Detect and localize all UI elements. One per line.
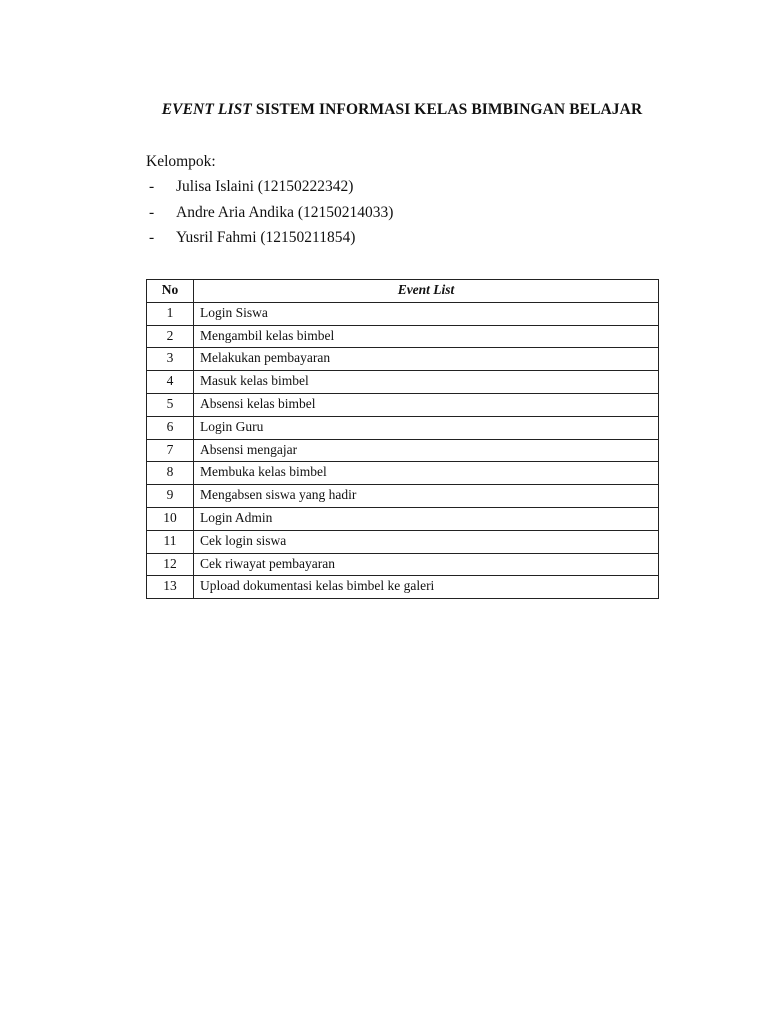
event-name: Cek riwayat pembayaran [194, 553, 659, 576]
title-italic-part: EVENT LIST [161, 101, 252, 118]
member-bullet: - [149, 229, 155, 246]
member-item [146, 178, 393, 204]
title-rest-part: SISTEM INFORMASI KELAS BIMBINGAN BELAJAR [251, 101, 643, 118]
event-number: 9 [147, 485, 194, 508]
event-name: Cek login siswa [194, 530, 659, 553]
event-name: Login Guru [194, 416, 659, 439]
event-name: Melakukan pembayaran [194, 348, 659, 371]
event-name: Membuka kelas bimbel [194, 462, 659, 485]
event-number: 8 [147, 462, 194, 485]
table-row [147, 507, 659, 530]
table-row [147, 576, 659, 599]
member-bullet: - [149, 178, 155, 195]
event-name: Absensi mengajar [194, 439, 659, 462]
member-item [146, 204, 393, 230]
table-header-row [147, 280, 659, 303]
event-name: Masuk kelas bimbel [194, 371, 659, 394]
member-name: Julisa Islaini (12150222342) [176, 178, 354, 195]
table-row [147, 416, 659, 439]
event-number: 10 [147, 507, 194, 530]
table-row [147, 439, 659, 462]
event-number: 11 [147, 530, 194, 553]
table-row [147, 348, 659, 371]
table-row [147, 462, 659, 485]
event-number: 7 [147, 439, 194, 462]
table-row [147, 325, 659, 348]
event-number: 12 [147, 553, 194, 576]
table-row [147, 485, 659, 508]
table-row [147, 371, 659, 394]
table-row [147, 553, 659, 576]
event-list-table [146, 279, 659, 599]
event-name: Upload dokumentasi kelas bimbel ke galeri [194, 576, 659, 599]
event-number: 1 [147, 302, 194, 325]
header-event-list: Event List [194, 280, 659, 303]
member-item [146, 229, 393, 255]
member-bullet: - [149, 203, 155, 221]
table-row [147, 530, 659, 553]
header-no: No [147, 280, 194, 303]
member-name: Andre Aria Andika (12150214033) [176, 203, 394, 221]
table-body [147, 302, 659, 598]
event-name: Login Admin [194, 507, 659, 530]
event-number: 5 [147, 393, 194, 416]
event-number: 3 [147, 348, 194, 371]
event-number: 13 [147, 576, 194, 599]
event-number: 6 [147, 416, 194, 439]
table-row [147, 302, 659, 325]
event-name: Login Siswa [194, 302, 659, 325]
event-number: 4 [147, 371, 194, 394]
table-row [147, 393, 659, 416]
member-name: Yusril Fahmi (12150211854) [176, 229, 356, 246]
document-title [0, 101, 768, 119]
event-name: Absensi kelas bimbel [194, 393, 659, 416]
member-list [146, 178, 393, 255]
event-number: 2 [147, 325, 194, 348]
group-label: Kelompok: [146, 153, 216, 170]
event-name: Mengambil kelas bimbel [194, 325, 659, 348]
event-name: Mengabsen siswa yang hadir [194, 485, 659, 508]
